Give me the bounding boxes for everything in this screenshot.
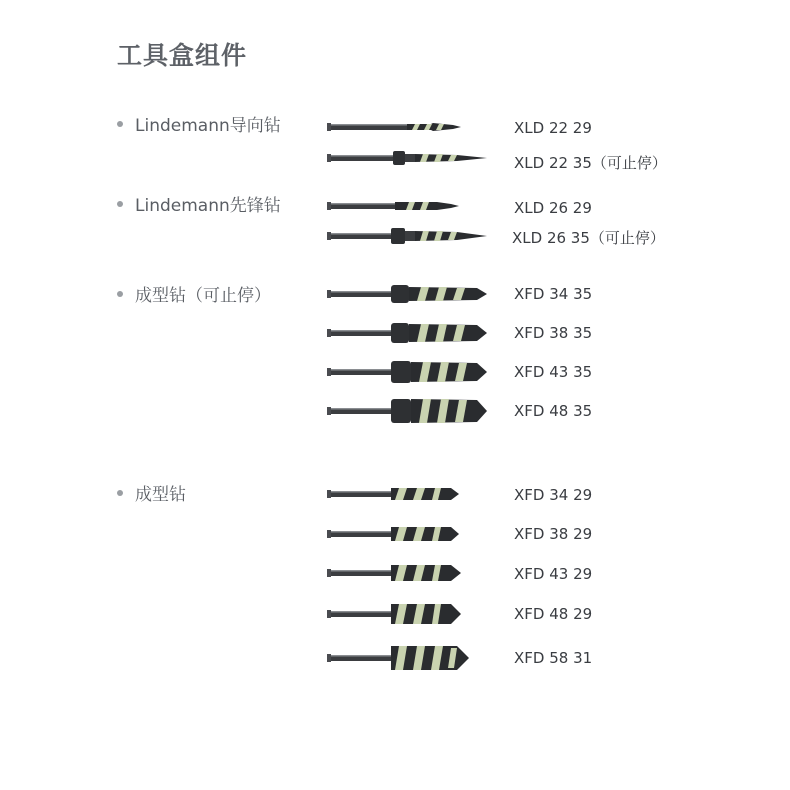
category-shaping-drill-stoppable xyxy=(117,286,271,306)
category-shaping-drill xyxy=(117,485,186,505)
product-code: XFD 58 31 xyxy=(514,649,593,667)
category-lindemann-guide-drill xyxy=(117,116,281,136)
product-code: XFD 34 29 xyxy=(514,486,593,504)
product-code: XFD 48 35 xyxy=(514,402,593,420)
drill-image-xfd-48-35 xyxy=(327,397,492,425)
drill-image-xfd-43-35 xyxy=(327,359,492,385)
page-title: 工具盒组件 xyxy=(117,41,248,70)
product-code: XFD 43 29 xyxy=(514,565,593,583)
product-code: XFD 43 35 xyxy=(514,363,593,381)
drill-image-xfd-34-29 xyxy=(327,486,492,502)
drill-image-xld-26-29 xyxy=(327,199,492,213)
bullet-icon xyxy=(117,121,123,127)
product-code: XLD 26 29 xyxy=(514,199,592,217)
product-code: XLD 22 35（可止停） xyxy=(514,154,667,172)
drill-image-xfd-34-35 xyxy=(327,283,492,305)
drill-image-xld-26-35 xyxy=(327,227,492,245)
product-code: XLD 26 35（可止停） xyxy=(512,229,665,247)
bullet-icon xyxy=(117,201,123,207)
drill-image-xld-22-35 xyxy=(327,150,492,166)
category-label: 成型钻（可止停） xyxy=(135,286,271,306)
drill-image-xfd-43-29 xyxy=(327,563,492,583)
category-label: Lindemann导向钻 xyxy=(135,116,281,136)
product-code: XFD 38 29 xyxy=(514,525,593,543)
drill-image-xfd-38-35 xyxy=(327,321,492,345)
product-code: XFD 38 35 xyxy=(514,324,593,342)
category-label: Lindemann先锋钻 xyxy=(135,196,281,216)
drill-image-xfd-48-29 xyxy=(327,602,492,626)
bullet-icon xyxy=(117,291,123,297)
drill-image-xfd-58-31 xyxy=(327,644,492,672)
bullet-icon xyxy=(117,490,123,496)
product-code: XFD 34 35 xyxy=(514,285,593,303)
product-code: XLD 22 29 xyxy=(514,119,592,137)
category-lindemann-pilot-drill xyxy=(117,196,281,216)
drill-image-xld-22-29 xyxy=(327,120,492,134)
drill-image-xfd-38-29 xyxy=(327,525,492,543)
product-code: XFD 48 29 xyxy=(514,605,593,623)
category-label: 成型钻 xyxy=(135,485,186,505)
